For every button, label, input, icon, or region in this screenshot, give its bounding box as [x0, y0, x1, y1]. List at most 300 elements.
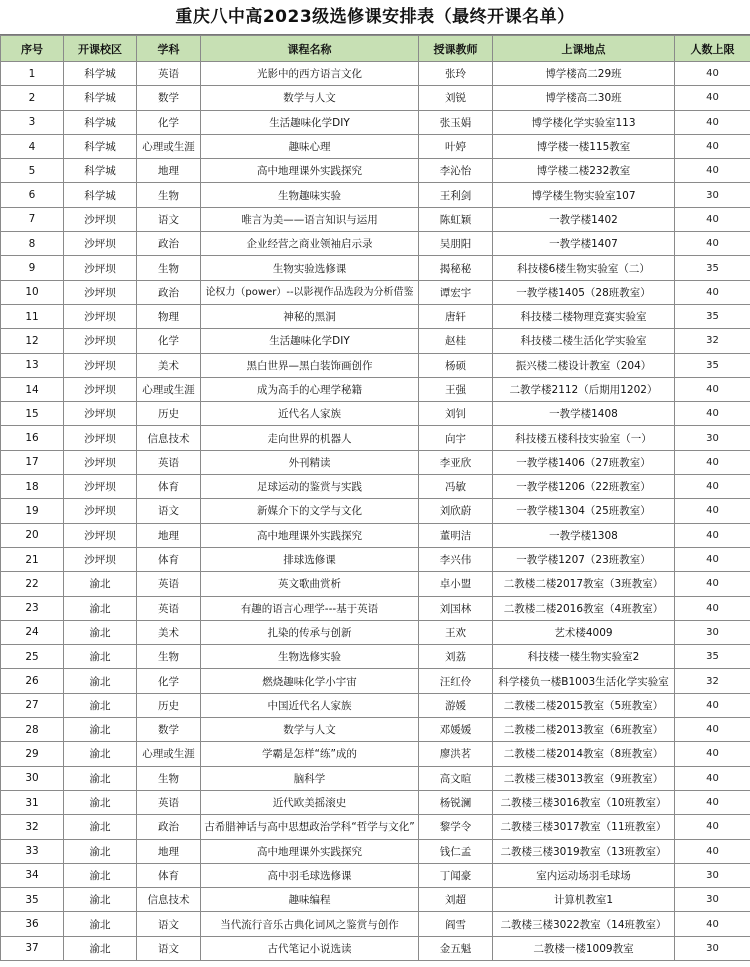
cell-index: 29 — [1, 742, 64, 766]
cell-location: 一教学楼1206（22班教室） — [493, 475, 675, 499]
table-row — [1, 596, 750, 620]
cell-index: 8 — [1, 232, 64, 256]
header-course-name: 课程名称 — [201, 36, 419, 62]
cell-location: 博学楼二楼232教室 — [493, 159, 675, 183]
cell-index: 25 — [1, 645, 64, 669]
table-row — [1, 523, 750, 547]
table-row — [1, 450, 750, 474]
cell-course-name: 生活趣味化学DIY — [201, 110, 419, 134]
cell-capacity: 40 — [675, 766, 750, 790]
table-row — [1, 304, 750, 328]
cell-course-name: 高中羽毛球选修课 — [201, 863, 419, 887]
cell-course-name: 扎染的传承与创新 — [201, 620, 419, 644]
cell-subject: 语文 — [137, 912, 201, 936]
table-row — [1, 839, 750, 863]
cell-subject: 英语 — [137, 450, 201, 474]
cell-index: 32 — [1, 815, 64, 839]
cell-teacher: 杨硕 — [419, 353, 493, 377]
cell-capacity: 40 — [675, 499, 750, 523]
cell-teacher: 王利剑 — [419, 183, 493, 207]
cell-subject: 生物 — [137, 766, 201, 790]
cell-capacity: 35 — [675, 256, 750, 280]
cell-location: 一教学楼1402 — [493, 207, 675, 231]
cell-subject: 体育 — [137, 475, 201, 499]
cell-capacity: 40 — [675, 718, 750, 742]
cell-teacher: 刘荔 — [419, 645, 493, 669]
cell-capacity: 40 — [675, 742, 750, 766]
cell-course-name: 趣味心理 — [201, 134, 419, 158]
cell-subject: 心理或生涯 — [137, 134, 201, 158]
table-row — [1, 207, 750, 231]
cell-subject: 美术 — [137, 620, 201, 644]
cell-index: 35 — [1, 888, 64, 912]
cell-subject: 英语 — [137, 790, 201, 814]
cell-campus: 沙坪坝 — [64, 232, 137, 256]
cell-campus: 科学城 — [64, 62, 137, 86]
cell-capacity: 32 — [675, 669, 750, 693]
table-row — [1, 62, 750, 86]
cell-course-name: 新媒介下的文学与文化 — [201, 499, 419, 523]
cell-campus: 沙坪坝 — [64, 304, 137, 328]
table-row — [1, 256, 750, 280]
cell-teacher: 谭宏宇 — [419, 280, 493, 304]
cell-capacity: 40 — [675, 475, 750, 499]
cell-index: 37 — [1, 936, 64, 960]
cell-subject: 地理 — [137, 839, 201, 863]
cell-index: 21 — [1, 547, 64, 571]
cell-subject: 体育 — [137, 547, 201, 571]
table-row — [1, 402, 750, 426]
cell-index: 13 — [1, 353, 64, 377]
cell-teacher: 李兴伟 — [419, 547, 493, 571]
cell-index: 1 — [1, 62, 64, 86]
cell-teacher: 冯敏 — [419, 475, 493, 499]
cell-subject: 信息技术 — [137, 888, 201, 912]
header-subject: 学科 — [137, 36, 201, 62]
cell-subject: 心理或生涯 — [137, 377, 201, 401]
cell-campus: 科学城 — [64, 134, 137, 158]
cell-teacher: 廖洪茗 — [419, 742, 493, 766]
cell-campus: 沙坪坝 — [64, 256, 137, 280]
cell-location: 二教楼三楼3016教室（10班教室） — [493, 790, 675, 814]
cell-subject: 英语 — [137, 62, 201, 86]
cell-location: 二教楼二楼2017教室（3班教室） — [493, 572, 675, 596]
cell-campus: 渝北 — [64, 790, 137, 814]
cell-location: 科学楼负一楼B1003生活化学实验室 — [493, 669, 675, 693]
cell-course-name: 成为高手的心理学秘籍 — [201, 377, 419, 401]
cell-campus: 渝北 — [64, 645, 137, 669]
table-row — [1, 936, 750, 960]
cell-campus: 渝北 — [64, 718, 137, 742]
cell-capacity: 35 — [675, 353, 750, 377]
cell-subject: 化学 — [137, 329, 201, 353]
cell-location: 二教楼一楼1009教室 — [493, 936, 675, 960]
cell-teacher: 赵桂 — [419, 329, 493, 353]
cell-campus: 渝北 — [64, 669, 137, 693]
table-row — [1, 815, 750, 839]
cell-course-name: 走向世界的机器人 — [201, 426, 419, 450]
cell-index: 18 — [1, 475, 64, 499]
cell-location: 科技楼6楼生物实验室（二） — [493, 256, 675, 280]
cell-capacity: 30 — [675, 183, 750, 207]
cell-capacity: 40 — [675, 62, 750, 86]
cell-index: 14 — [1, 377, 64, 401]
cell-subject: 化学 — [137, 110, 201, 134]
cell-course-name: 趣味编程 — [201, 888, 419, 912]
cell-campus: 沙坪坝 — [64, 329, 137, 353]
table-row — [1, 742, 750, 766]
cell-subject: 语文 — [137, 207, 201, 231]
cell-course-name: 古希腊神话与高中思想政治学科“哲学与文化” — [201, 815, 419, 839]
cell-teacher: 刘超 — [419, 888, 493, 912]
cell-teacher: 李沁怡 — [419, 159, 493, 183]
cell-course-name: 生活趣味化学DIY — [201, 329, 419, 353]
cell-capacity: 40 — [675, 86, 750, 110]
cell-course-name: 企业经营之商业领袖启示录 — [201, 232, 419, 256]
cell-subject: 政治 — [137, 815, 201, 839]
table-row — [1, 863, 750, 887]
cell-subject: 英语 — [137, 596, 201, 620]
cell-campus: 渝北 — [64, 693, 137, 717]
cell-index: 34 — [1, 863, 64, 887]
cell-campus: 沙坪坝 — [64, 499, 137, 523]
cell-course-name: 高中地理课外实践探究 — [201, 159, 419, 183]
cell-course-name: 论权力（power）--以影视作品选段为分析借鉴 — [201, 280, 419, 304]
cell-capacity: 30 — [675, 888, 750, 912]
cell-capacity: 40 — [675, 815, 750, 839]
cell-campus: 科学城 — [64, 159, 137, 183]
cell-course-name: 高中地理课外实践探究 — [201, 523, 419, 547]
cell-course-name: 近代名人家族 — [201, 402, 419, 426]
cell-course-name: 燃烧趣味化学小宇宙 — [201, 669, 419, 693]
table-row — [1, 620, 750, 644]
header-location: 上课地点 — [493, 36, 675, 62]
table-row — [1, 159, 750, 183]
cell-capacity: 40 — [675, 377, 750, 401]
cell-course-name: 生物趣味实验 — [201, 183, 419, 207]
cell-capacity: 30 — [675, 426, 750, 450]
cell-teacher: 黎学令 — [419, 815, 493, 839]
cell-index: 22 — [1, 572, 64, 596]
cell-capacity: 32 — [675, 329, 750, 353]
cell-subject: 生物 — [137, 645, 201, 669]
cell-index: 20 — [1, 523, 64, 547]
cell-capacity: 40 — [675, 596, 750, 620]
cell-capacity: 30 — [675, 863, 750, 887]
cell-index: 17 — [1, 450, 64, 474]
cell-campus: 渝北 — [64, 766, 137, 790]
cell-subject: 语文 — [137, 936, 201, 960]
cell-capacity: 40 — [675, 547, 750, 571]
cell-subject: 历史 — [137, 693, 201, 717]
table-row — [1, 329, 750, 353]
cell-capacity: 40 — [675, 159, 750, 183]
table-row — [1, 110, 750, 134]
cell-subject: 生物 — [137, 183, 201, 207]
header-capacity: 人数上限 — [675, 36, 750, 62]
cell-capacity: 40 — [675, 134, 750, 158]
cell-location: 博学楼生物实验室107 — [493, 183, 675, 207]
cell-teacher: 唐轩 — [419, 304, 493, 328]
table-row — [1, 377, 750, 401]
cell-capacity: 40 — [675, 207, 750, 231]
cell-campus: 渝北 — [64, 912, 137, 936]
cell-location: 二教楼三楼3017教室（11班教室） — [493, 815, 675, 839]
cell-index: 31 — [1, 790, 64, 814]
cell-campus: 渝北 — [64, 936, 137, 960]
cell-location: 一教学楼1407 — [493, 232, 675, 256]
cell-location: 博学楼高二30班 — [493, 86, 675, 110]
table-row — [1, 232, 750, 256]
cell-location: 振兴楼二楼设计教室（204） — [493, 353, 675, 377]
cell-subject: 信息技术 — [137, 426, 201, 450]
cell-capacity: 40 — [675, 523, 750, 547]
cell-subject: 生物 — [137, 256, 201, 280]
cell-teacher: 董明洁 — [419, 523, 493, 547]
cell-teacher: 金五魁 — [419, 936, 493, 960]
cell-course-name: 学霸是怎样“练”成的 — [201, 742, 419, 766]
cell-index: 10 — [1, 280, 64, 304]
cell-campus: 渝北 — [64, 742, 137, 766]
cell-teacher: 张玉娟 — [419, 110, 493, 134]
cell-index: 19 — [1, 499, 64, 523]
cell-subject: 语文 — [137, 499, 201, 523]
cell-capacity: 40 — [675, 280, 750, 304]
cell-subject: 美术 — [137, 353, 201, 377]
table-row — [1, 888, 750, 912]
cell-campus: 科学城 — [64, 86, 137, 110]
cell-capacity: 40 — [675, 839, 750, 863]
cell-index: 36 — [1, 912, 64, 936]
cell-teacher: 钱仁孟 — [419, 839, 493, 863]
cell-course-name: 生物选修实验 — [201, 645, 419, 669]
header-teacher: 授课教师 — [419, 36, 493, 62]
header-campus: 开课校区 — [64, 36, 137, 62]
cell-teacher: 刘钊 — [419, 402, 493, 426]
cell-subject: 地理 — [137, 523, 201, 547]
table-row — [1, 693, 750, 717]
cell-teacher: 刘国林 — [419, 596, 493, 620]
cell-capacity: 40 — [675, 790, 750, 814]
cell-subject: 数学 — [137, 86, 201, 110]
cell-location: 科技楼二楼生活化学实验室 — [493, 329, 675, 353]
cell-teacher: 刘欣蔚 — [419, 499, 493, 523]
cell-index: 16 — [1, 426, 64, 450]
cell-course-name: 古代笔记小说选读 — [201, 936, 419, 960]
cell-teacher: 吴朋阳 — [419, 232, 493, 256]
cell-course-name: 排球选修课 — [201, 547, 419, 571]
cell-course-name: 足球运动的鉴赏与实践 — [201, 475, 419, 499]
table-row — [1, 572, 750, 596]
cell-location: 博学楼一楼115教室 — [493, 134, 675, 158]
cell-campus: 渝北 — [64, 815, 137, 839]
cell-location: 室内运动场羽毛球场 — [493, 863, 675, 887]
table-row — [1, 669, 750, 693]
cell-location: 二教楼二楼2016教室（4班教室） — [493, 596, 675, 620]
cell-campus: 渝北 — [64, 839, 137, 863]
cell-campus: 科学城 — [64, 183, 137, 207]
cell-teacher: 杨锐澜 — [419, 790, 493, 814]
cell-campus: 渝北 — [64, 888, 137, 912]
cell-location: 一教学楼1408 — [493, 402, 675, 426]
cell-index: 7 — [1, 207, 64, 231]
table-row — [1, 280, 750, 304]
cell-teacher: 揭秘秘 — [419, 256, 493, 280]
cell-location: 博学楼高二29班 — [493, 62, 675, 86]
cell-index: 30 — [1, 766, 64, 790]
table-row — [1, 766, 750, 790]
cell-subject: 政治 — [137, 280, 201, 304]
cell-campus: 沙坪坝 — [64, 377, 137, 401]
cell-campus: 沙坪坝 — [64, 450, 137, 474]
cell-course-name: 高中地理课外实践探究 — [201, 839, 419, 863]
cell-location: 二教楼三楼3019教室（13班教室） — [493, 839, 675, 863]
cell-index: 28 — [1, 718, 64, 742]
cell-teacher: 李亚欣 — [419, 450, 493, 474]
table-body — [1, 62, 750, 961]
cell-location: 二教学楼2112（后期用1202） — [493, 377, 675, 401]
cell-location: 科技楼二楼物理竞赛实验室 — [493, 304, 675, 328]
cell-course-name: 有趣的语言心理学---基于英语 — [201, 596, 419, 620]
cell-teacher: 张玲 — [419, 62, 493, 86]
cell-location: 一教学楼1207（23班教室） — [493, 547, 675, 571]
cell-capacity: 40 — [675, 572, 750, 596]
cell-campus: 渝北 — [64, 863, 137, 887]
header-index: 序号 — [1, 36, 64, 62]
table-row — [1, 547, 750, 571]
table-row — [1, 645, 750, 669]
cell-capacity: 35 — [675, 304, 750, 328]
cell-course-name: 生物实验选修课 — [201, 256, 419, 280]
table-row — [1, 134, 750, 158]
table-row — [1, 426, 750, 450]
cell-index: 3 — [1, 110, 64, 134]
cell-campus: 沙坪坝 — [64, 353, 137, 377]
cell-subject: 化学 — [137, 669, 201, 693]
cell-teacher: 阎雪 — [419, 912, 493, 936]
cell-index: 24 — [1, 620, 64, 644]
page-title: 重庆八中高2023级选修课安排表（最终开课名单） — [0, 0, 750, 35]
table-row — [1, 353, 750, 377]
cell-teacher: 邓媛媛 — [419, 718, 493, 742]
cell-teacher: 叶婷 — [419, 134, 493, 158]
cell-location: 二教楼二楼2013教室（6班教室） — [493, 718, 675, 742]
cell-location: 一教学楼1308 — [493, 523, 675, 547]
cell-capacity: 40 — [675, 912, 750, 936]
course-table — [0, 35, 750, 961]
cell-capacity: 40 — [675, 450, 750, 474]
cell-course-name: 黑白世界—黑白装饰画创作 — [201, 353, 419, 377]
cell-teacher: 游媛 — [419, 693, 493, 717]
cell-index: 11 — [1, 304, 64, 328]
cell-capacity: 30 — [675, 620, 750, 644]
table-row — [1, 86, 750, 110]
table-row — [1, 183, 750, 207]
cell-subject: 数学 — [137, 718, 201, 742]
cell-capacity: 40 — [675, 110, 750, 134]
cell-campus: 沙坪坝 — [64, 523, 137, 547]
cell-course-name: 英文歌曲赏析 — [201, 572, 419, 596]
cell-course-name: 数学与人文 — [201, 718, 419, 742]
cell-capacity: 30 — [675, 936, 750, 960]
cell-course-name: 唯言为美——语言知识与运用 — [201, 207, 419, 231]
cell-location: 二教楼二楼2014教室（8班教室） — [493, 742, 675, 766]
cell-subject: 地理 — [137, 159, 201, 183]
cell-location: 二教楼二楼2015教室（5班教室） — [493, 693, 675, 717]
cell-teacher: 王强 — [419, 377, 493, 401]
cell-index: 15 — [1, 402, 64, 426]
cell-location: 一教学楼1405（28班教室） — [493, 280, 675, 304]
cell-index: 9 — [1, 256, 64, 280]
cell-location: 博学楼化学实验室113 — [493, 110, 675, 134]
table-row — [1, 499, 750, 523]
cell-index: 27 — [1, 693, 64, 717]
cell-teacher: 向宇 — [419, 426, 493, 450]
cell-campus: 渝北 — [64, 596, 137, 620]
cell-location: 二教楼三楼3022教室（14班教室） — [493, 912, 675, 936]
cell-index: 5 — [1, 159, 64, 183]
cell-index: 6 — [1, 183, 64, 207]
cell-location: 艺术楼4009 — [493, 620, 675, 644]
cell-course-name: 当代流行音乐古典化词风之鉴赏与创作 — [201, 912, 419, 936]
cell-course-name: 近代欧美摇滚史 — [201, 790, 419, 814]
cell-location: 二教楼三楼3013教室（9班教室） — [493, 766, 675, 790]
cell-campus: 沙坪坝 — [64, 280, 137, 304]
cell-index: 26 — [1, 669, 64, 693]
cell-teacher: 刘锐 — [419, 86, 493, 110]
cell-campus: 科学城 — [64, 110, 137, 134]
cell-teacher: 王欢 — [419, 620, 493, 644]
cell-course-name: 外刊精读 — [201, 450, 419, 474]
header-row — [1, 36, 750, 62]
cell-teacher: 高文暄 — [419, 766, 493, 790]
table-row — [1, 475, 750, 499]
cell-course-name: 光影中的西方语言文化 — [201, 62, 419, 86]
cell-campus: 沙坪坝 — [64, 547, 137, 571]
cell-subject: 物理 — [137, 304, 201, 328]
cell-index: 2 — [1, 86, 64, 110]
cell-index: 12 — [1, 329, 64, 353]
cell-location: 科技楼五楼科技实验室（一） — [493, 426, 675, 450]
cell-capacity: 40 — [675, 693, 750, 717]
cell-subject: 历史 — [137, 402, 201, 426]
cell-capacity: 40 — [675, 232, 750, 256]
cell-location: 科技楼一楼生物实验室2 — [493, 645, 675, 669]
table-row — [1, 912, 750, 936]
cell-teacher: 陈虹颖 — [419, 207, 493, 231]
cell-course-name: 中国近代名人家族 — [201, 693, 419, 717]
cell-subject: 英语 — [137, 572, 201, 596]
cell-campus: 沙坪坝 — [64, 402, 137, 426]
cell-campus: 沙坪坝 — [64, 426, 137, 450]
cell-location: 一教学楼1406（27班教室） — [493, 450, 675, 474]
table-row — [1, 718, 750, 742]
cell-course-name: 神秘的黑洞 — [201, 304, 419, 328]
cell-index: 4 — [1, 134, 64, 158]
table-row — [1, 790, 750, 814]
cell-campus: 渝北 — [64, 572, 137, 596]
cell-course-name: 脑科学 — [201, 766, 419, 790]
cell-subject: 心理或生涯 — [137, 742, 201, 766]
cell-campus: 渝北 — [64, 620, 137, 644]
cell-capacity: 40 — [675, 402, 750, 426]
cell-index: 23 — [1, 596, 64, 620]
cell-teacher: 卓小盟 — [419, 572, 493, 596]
cell-campus: 沙坪坝 — [64, 475, 137, 499]
cell-index: 33 — [1, 839, 64, 863]
cell-location: 一教学楼1304（25班教室） — [493, 499, 675, 523]
cell-capacity: 35 — [675, 645, 750, 669]
